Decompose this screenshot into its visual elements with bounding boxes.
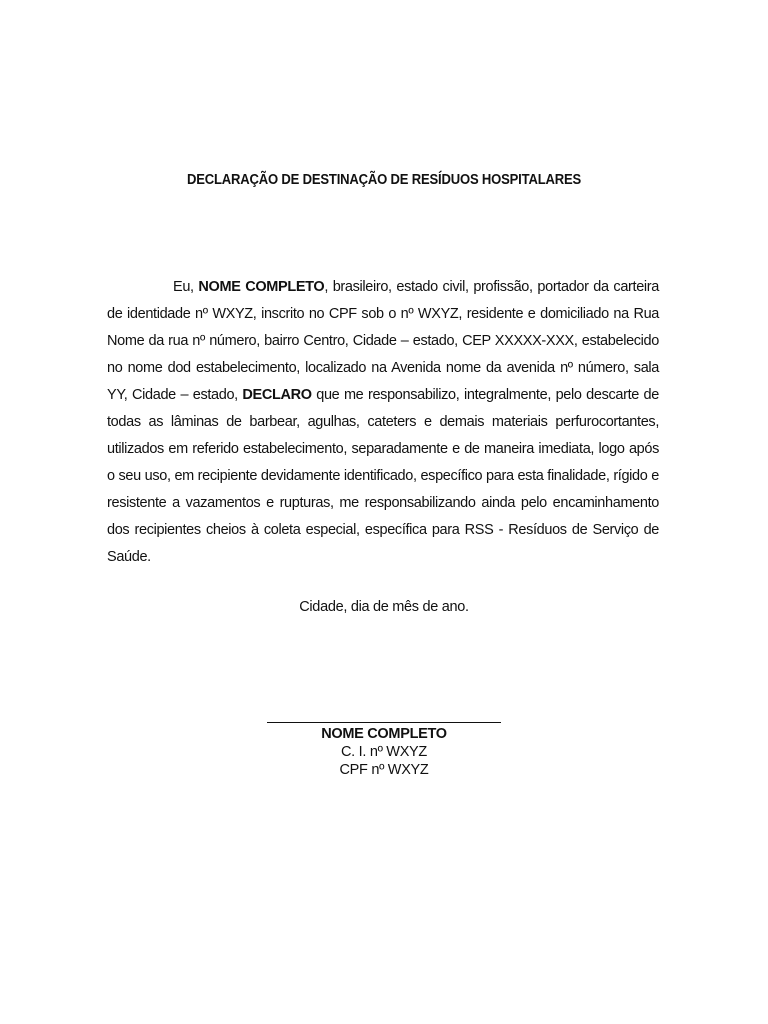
signature-ci: C. I. nº WXYZ [341, 744, 427, 760]
date-line: Cidade, dia de mês de ano. [299, 599, 469, 615]
paragraph-declaration: que me responsabilizo, integralmente, pelo descarte de todas as lâminas de barbear, agulhas, cateters e demais materiais perfurocortantes, utilizados em referido estabelecimento, separadamente e de maneira imediata, logo após o seu uso, em recipiente devidamente identificado, específico para esta finalidade, rígido e resistente a vazamentos e rupturas, me responsabilizando ainda pelo encaminhamento dos recipientes cheios à coleta especial, específica para RSS - Resíduos de Serviço de Saúde. [107, 387, 659, 565]
signature-name: NOME COMPLETO [321, 726, 447, 742]
paragraph-details: , brasileiro, estado civil, profissão, portador da carteira de identidade nº WXYZ, inscrito no CPF sob o nº WXYZ, residente e domiciliado na Rua Nome da rua nº número, bairro Centro, Cidade – estado, CEP XXXXX-XXX, estabelecido no nome dod estabelecimento, localizado na Avenida nome da avenida nº número, sala YY, Cidade – estado, [107, 279, 659, 403]
signature-cpf: CPF nº WXYZ [339, 762, 429, 778]
signature-block [0, 725, 768, 779]
declaration-paragraph [107, 274, 659, 571]
paragraph-intro: Eu, [173, 279, 199, 295]
declarant-name: NOME COMPLETO [198, 279, 325, 295]
signature-line [267, 722, 501, 723]
document-title: DECLARAÇÃO DE DESTINAÇÃO DE RESÍDUOS HOSPITALARES [186, 172, 582, 188]
declaro-keyword: DECLARO [242, 387, 312, 403]
